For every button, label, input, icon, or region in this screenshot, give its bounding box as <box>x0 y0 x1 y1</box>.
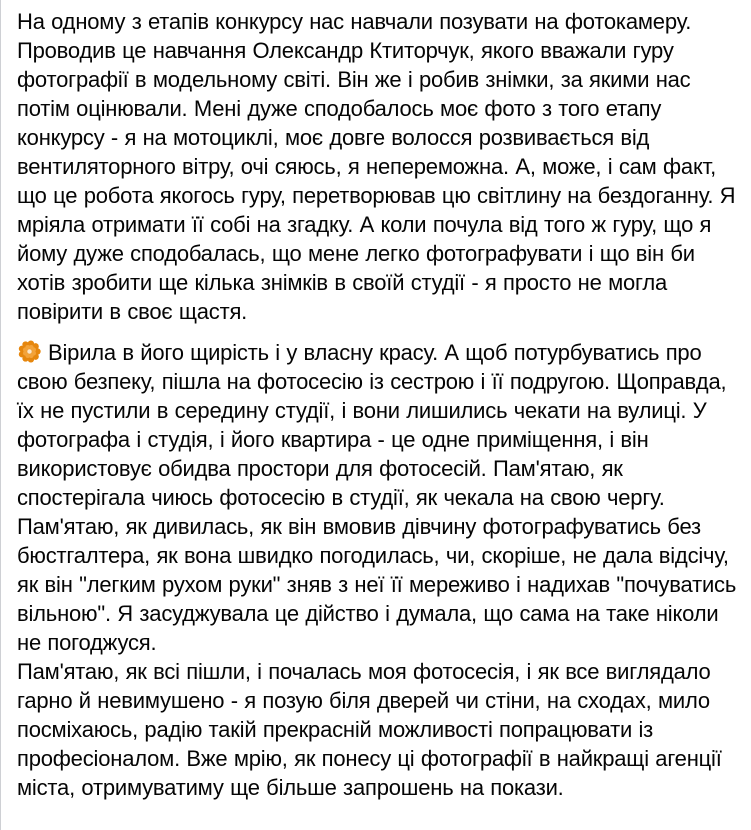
paragraph-2-text-continued: Пам'ятаю, як всі пішли, і почалась моя фотосесія, і як все виглядало гарно й невимушено - я позую біля дверей чи стіни, на сходах, мило посміхаюсь, радію такій прекрасній можливості попрацювати із професіоналом. Вже мрію, як понесу ці фотографії в найкращі агенції міста, отримуватиму ще більше запрошень на покази. <box>17 659 722 800</box>
rosette-emoji <box>17 339 42 364</box>
paragraph-1-text: На одному з етапів конкурсу нас навчали позувати на фотокамеру. Проводив це навчання Олександр Ктиторчук, якого вважали гуру фотографії в модельному світі. Він же і робив знімки, за якими нас потім оцінювали. Мені дуже сподобалось моє фото з того етапу конкурсу - я на мотоциклі, моє довге волосся розвивається від вентиляторного вітру, очі сяюсь, я непереможна. А, може, і сам факт, що це робота якогось гуру, перетворював цю світлину на бездоганну. Я мріяла отримати її собі на згадку. А коли почула від того ж гуру, що я йому дуже сподобалась, що мене легко фотографувати і що він би хотів зробити ще кілька знімків в своїй студії - я просто не могла повірити в своє щастя. <box>17 9 736 324</box>
paragraph-2-text: Вірила в його щирість і у власну красу. А щоб потурбуватись про свою безпеку, пішла на фотосесію із сестрою і її подругою. Щоправда, їх не пустили в середину студії, і вони лишились чекати на вулиці. У фотографа і студія, і його квартира - це одне приміщення, і він використовує обидва простори для фотосесій. Пам'ятаю, як спостерігала чиюсь фотосесію в студії, як чекала на свою чергу. Пам'ятаю, як дивилась, як він вмовив дівчину фотографуватись без бюстгалтера, як вона швидко погодилась, чи, скоріше, не дала відсічу, як він "легким рухом руки" зняв з неї її мереживо і надихав "почуватись вільною". Я засуджувала це дійство і думала, що сама на таке ніколи не погоджуся. <box>17 340 737 655</box>
post-paragraph-2 <box>17 338 737 802</box>
post-paragraph-1 <box>17 7 737 326</box>
post-text <box>17 7 737 802</box>
